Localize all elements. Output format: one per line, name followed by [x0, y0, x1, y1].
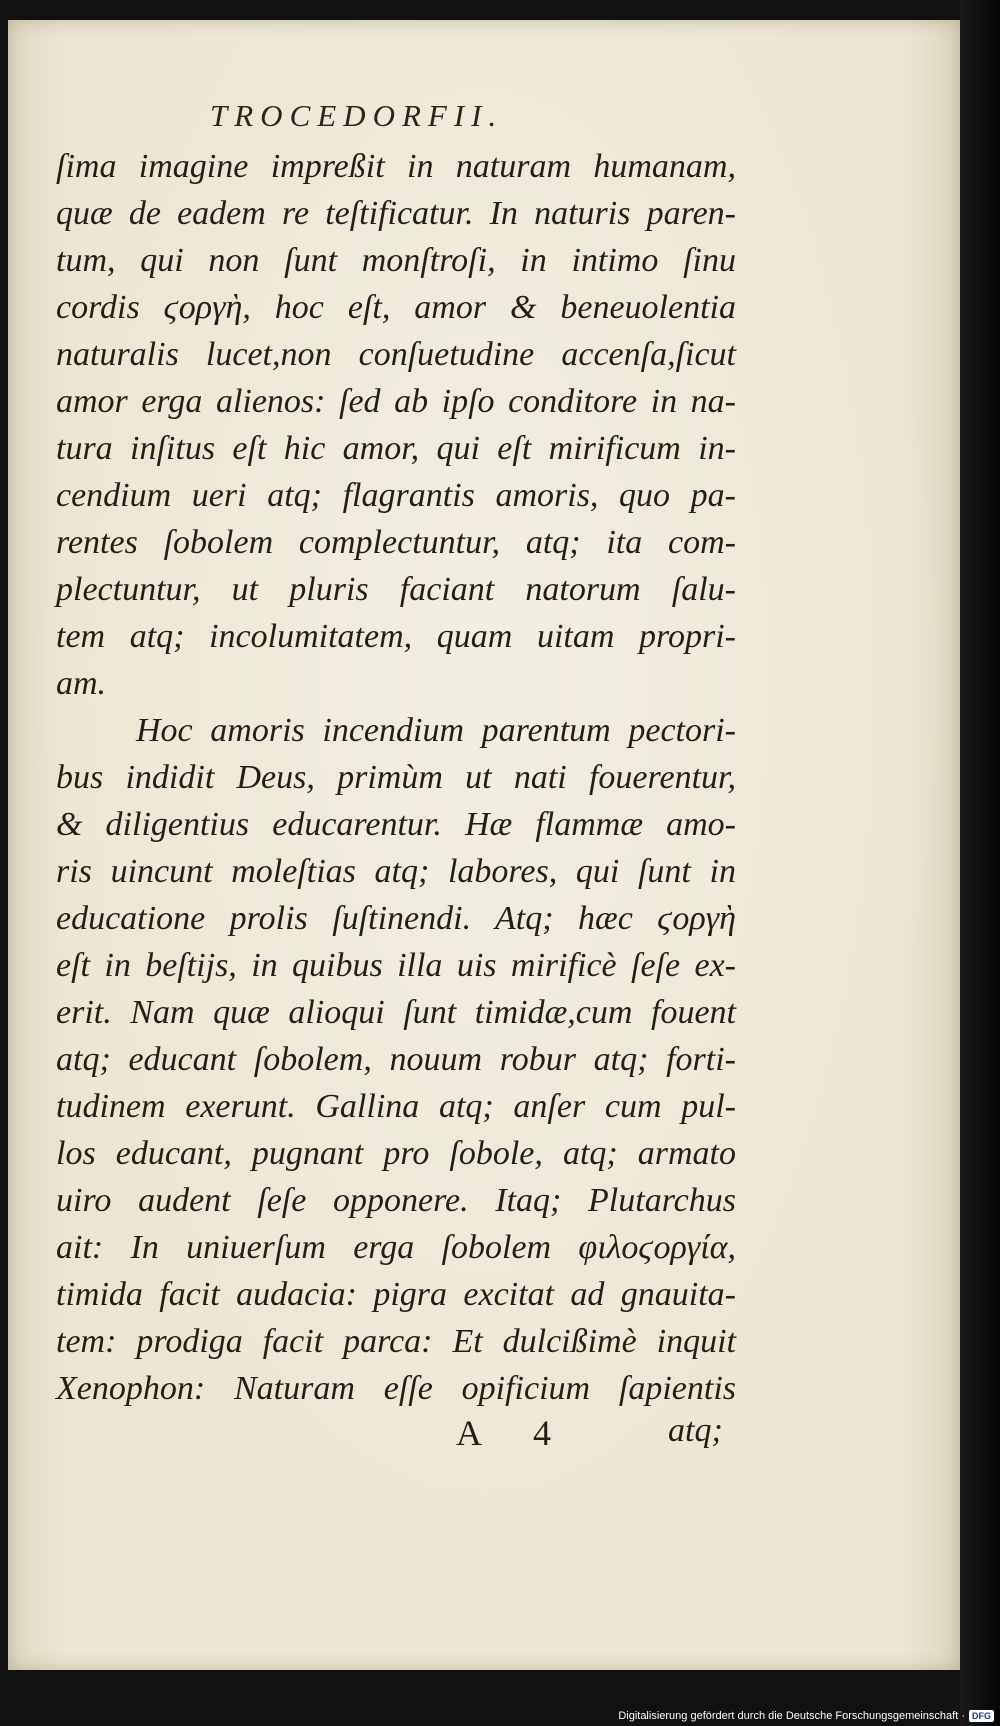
text-line: rentes ſobolem complectuntur, atq; ita com-	[56, 524, 736, 561]
book-edge-shadow	[960, 0, 1000, 1726]
text-line: naturalis lucet,non conſuetudine accenſa,ſicut	[56, 336, 736, 373]
text-line: ait: In uniuerſum erga ſobolem φιλοϛοργία,	[56, 1229, 736, 1266]
running-head: TROCEDORFII.	[210, 98, 504, 133]
text-line: tem: prodiga facit parca: Et dulcißimè inquit	[56, 1323, 736, 1360]
text-line: los educant, pugnant pro ſobole, atq; armato	[56, 1135, 736, 1172]
paragraph-2	[56, 707, 736, 1412]
text-line: bus indidit Deus, primùm ut nati fouerentur,	[56, 759, 736, 796]
text-line: tem atq; incolumitatem, quam uitam propri-	[56, 618, 736, 655]
credit-text: Digitalisierung gefördert durch die Deutsche Forschungsgemeinschaft ·	[618, 1710, 965, 1722]
catchword: atq;	[668, 1412, 723, 1449]
text-line: uiro audent ſeſe opponere. Itaq; Plutarchus	[56, 1182, 736, 1219]
text-line: eſt in beſtijs, in quibus illa uis mirificè ſeſe ex-	[56, 947, 736, 984]
text-line: erit. Nam quæ alioqui ſunt timidæ,cum fouent	[56, 994, 736, 1031]
digitization-credit	[618, 1710, 994, 1722]
text-line: educatione prolis ſuſtinendi. Atq; hæc ϛοργὴ	[56, 900, 736, 937]
text-line: ris uincunt moleſtias atq; labores, qui ſunt in	[56, 853, 736, 890]
text-line: ſima imagine impreßit in naturam humanam,	[56, 148, 736, 185]
text-line: & diligentius educarentur. Hæ flammæ amo-	[56, 806, 736, 843]
text-line: plectuntur, ut pluris faciant natorum ſalu-	[56, 571, 736, 608]
text-line: quæ de eadem re teſtificatur. In naturis paren-	[56, 195, 736, 232]
text-line: cordis ϛοργὴ, hoc eſt, amor & beneuolentia	[56, 289, 736, 326]
text-line: amor erga alienos: ſed ab ipſo conditore in na-	[56, 383, 736, 420]
paragraph-1	[56, 143, 736, 707]
text-line: cendium ueri atq; flagrantis amoris, quo pa-	[56, 477, 736, 514]
text-line: tura inſitus eſt hic amor, qui eſt mirificum in-	[56, 430, 736, 467]
body-text	[56, 143, 736, 1412]
text-line: Xenophon: Naturam eſſe opificium ſapientis	[56, 1370, 736, 1407]
text-line: am.	[56, 665, 107, 702]
text-line: tudinem exerunt. Gallina atq; anſer cum pul-	[56, 1088, 736, 1125]
text-line: timida facit audacia: pigra excitat ad gnauita-	[56, 1276, 736, 1313]
text-line: atq; educant ſobolem, nouum robur atq; forti-	[56, 1041, 736, 1078]
signature-mark: A 4	[456, 1413, 574, 1453]
text-line: tum, qui non ſunt monſtroſi, in intimo ſinu	[56, 242, 736, 279]
dfg-logo-icon: DFG	[969, 1710, 994, 1722]
text-line: Hoc amoris incendium parentum pectori-	[136, 712, 736, 749]
